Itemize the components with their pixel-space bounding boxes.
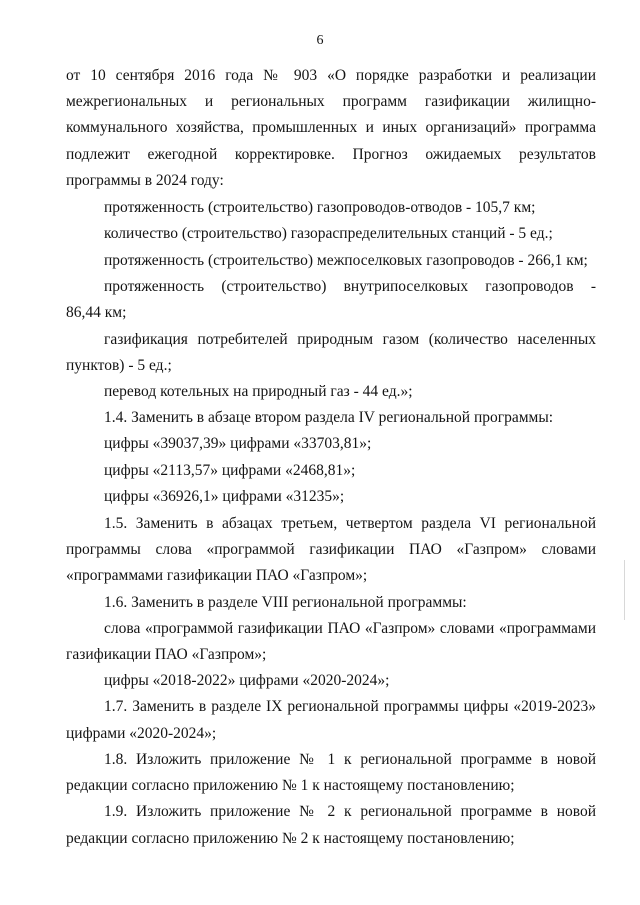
text-line: слова «программой газификации ПАО «Газпром» словами «программами <box>104 620 596 637</box>
text-line: 86,44 км; <box>66 304 127 321</box>
text-line: редакции согласно приложению № 1 к настоящему постановлению; <box>66 777 515 794</box>
text-line: подлежит ежегодной корректировке. Прогноз ожидаемых результатов <box>66 146 596 163</box>
text-line: перевод котельных на природный газ - 44 ед.»; <box>104 383 413 400</box>
scan-artifact <box>624 560 625 620</box>
text-line: межрегиональных и региональных программ газификации жилищно- <box>66 93 596 110</box>
text-line: коммунального хозяйства, промышленных и иных организаций» программа <box>66 119 596 136</box>
text-line: «программами газификации ПАО «Газпром»; <box>66 567 368 584</box>
text-line: цифры «39037,39» цифрами «33703,81»; <box>104 435 372 452</box>
text-line: программы в 2024 году: <box>66 172 224 189</box>
text-line: газификация потребителей природным газом (количество населенных <box>104 331 596 348</box>
text-line: газификации ПАО «Газпром»; <box>66 646 267 663</box>
text-line: цифрами «2020-2024»; <box>66 725 217 742</box>
text-line: 1.7. Заменить в разделе IX региональной программы цифры «2019-2023» <box>104 698 596 715</box>
text-line: программы слова «программой газификации ПАО «Газпром» словами <box>66 541 596 558</box>
text-line: цифры «2018-2022» цифрами «2020-2024»; <box>104 672 390 689</box>
text-line: цифры «2113,57» цифрами «2468,81»; <box>104 462 356 479</box>
text-line: протяженность (строительство) внутрипоселковых газопроводов - <box>104 278 596 295</box>
text-line: цифры «36926,1» цифрами «31235»; <box>104 488 345 505</box>
text-line: 1.4. Заменить в абзаце втором раздела IV региональной программы: <box>104 409 554 426</box>
text-line: 1.8. Изложить приложение № 1 к региональной программе в новой <box>104 751 596 768</box>
text-line: 1.9. Изложить приложение № 2 к региональной программе в новой <box>104 803 596 820</box>
text-line: редакции согласно приложению № 2 к настоящему постановлению; <box>66 830 515 847</box>
text-line: от 10 сентября 2016 года № 903 «О порядке разработки и реализации <box>66 67 596 84</box>
text-line: 1.5. Заменить в абзацах третьем, четвертом раздела VI региональной <box>104 515 596 532</box>
text-line: количество (строительство) газораспределительных станций - 5 ед.; <box>104 225 553 242</box>
text-line: протяженность (строительство) газопроводов-отводов - 105,7 км; <box>104 199 536 216</box>
text-line: протяженность (строительство) межпоселковых газопроводов - 266,1 км; <box>104 252 588 269</box>
text-line: пунктов) - 5 ед.; <box>66 357 172 374</box>
page-number: 6 <box>316 33 324 48</box>
text-line: 1.6. Заменить в разделе VIII региональной программы: <box>104 594 467 611</box>
